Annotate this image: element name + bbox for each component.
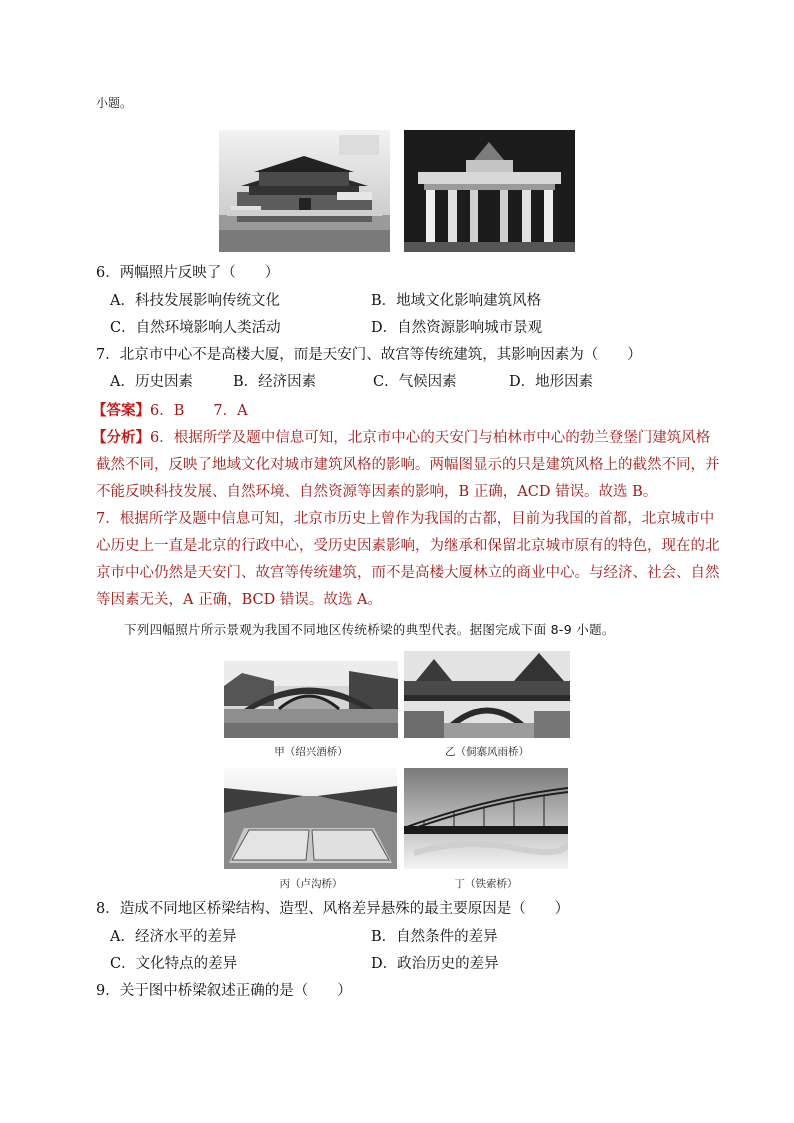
- q7-option-a[interactable]: A．历史因素: [110, 374, 193, 390]
- brandenburg-gate-photo: [404, 130, 575, 252]
- analysis-line-5: 心历史上一直是北京的行政中心，受历史因素影响，为继承和保留北京城市原有的特色，现在的北: [96, 538, 720, 554]
- q8-option-c[interactable]: C．文化特点的差异: [110, 956, 238, 972]
- iron-chain-bridge-photo: [404, 768, 568, 869]
- q8-option-d[interactable]: D．政治历史的差异: [371, 956, 499, 972]
- q7-stem: 7．北京市中心不是高楼大厦，而是天安门、故宫等传统建筑，其影响因素为（ ）: [96, 347, 642, 363]
- analysis-label: 【分析】: [92, 429, 150, 446]
- analysis-line-7: 等因素无关，A 正确，BCD 错误。故选 A。: [96, 592, 382, 608]
- q9-stem: 9．关于图中桥梁叙述正确的是（ ）: [96, 983, 352, 999]
- top-fragment-text: 小题。: [96, 96, 133, 110]
- bridges-intro: 下列四幅照片所示景观为我国不同地区传统桥梁的典型代表。据图完成下面 8-9 小题。: [124, 622, 615, 637]
- q6-option-b[interactable]: B．地域文化影响建筑风格: [371, 293, 542, 309]
- analysis-line-3: 不能反映科技发展、自然环境、自然资源等因素的影响，B 正确，ACD 错误。故选 B。: [96, 484, 658, 500]
- analysis-line-2: 截然不同，反映了地域文化对城市建筑风格的影响。两幅图显示的只是建筑风格上的截然不同，并: [96, 457, 720, 473]
- q6-option-d[interactable]: D．自然资源影响城市景观: [371, 320, 543, 336]
- answer-label: 【答案】: [92, 402, 150, 419]
- caption-yi: 乙（侗寨风雨桥）: [445, 746, 529, 758]
- analysis-line-4: 7．根据所学及题中信息可知，北京市历史上曾作为我国的古都，目前为我国的首都，北京城市中: [96, 511, 715, 527]
- analysis-line-6: 京市中心仍然是天安门、故宫等传统建筑，而不是高楼大厦林立的商业中心。与经济、社会、自然: [96, 565, 720, 581]
- q8-stem: 8．造成不同地区桥梁结构、造型、风格差异悬殊的最主要原因是（ ）: [96, 901, 570, 917]
- lugou-bridge-photo: [224, 768, 397, 869]
- answer-line: [92, 401, 248, 421]
- q7-option-b[interactable]: B．经济因素: [233, 374, 317, 390]
- q8-option-b[interactable]: B．自然条件的差异: [371, 929, 498, 945]
- caption-ding: 丁（铁索桥）: [454, 878, 518, 890]
- q7-option-c[interactable]: C．气候因素: [373, 374, 457, 390]
- q8-option-a[interactable]: A．经济水平的差异: [110, 929, 237, 945]
- q7-option-d[interactable]: D．地形因素: [509, 374, 594, 390]
- answer-text: 6．B 7．A: [150, 403, 248, 419]
- caption-jia: 甲（绍兴酒桥）: [274, 746, 348, 758]
- analysis-line-1: [92, 428, 710, 448]
- dong-wind-rain-bridge-photo: [404, 651, 570, 738]
- q6-option-c[interactable]: C．自然环境影响人类活动: [110, 320, 281, 336]
- caption-bing: 丙（卢沟桥）: [279, 878, 343, 890]
- tiananmen-photo: [219, 130, 390, 252]
- analysis-text-1: 6．根据所学及题中信息可知，北京市中心的天安门与柏林市中心的勃兰登堡门建筑风格: [150, 430, 711, 446]
- q6-stem: 6．两幅照片反映了（ ）: [96, 265, 280, 281]
- q6-option-a[interactable]: A．科技发展影响传统文化: [110, 293, 280, 309]
- shaoxing-bridge-photo: [224, 661, 398, 738]
